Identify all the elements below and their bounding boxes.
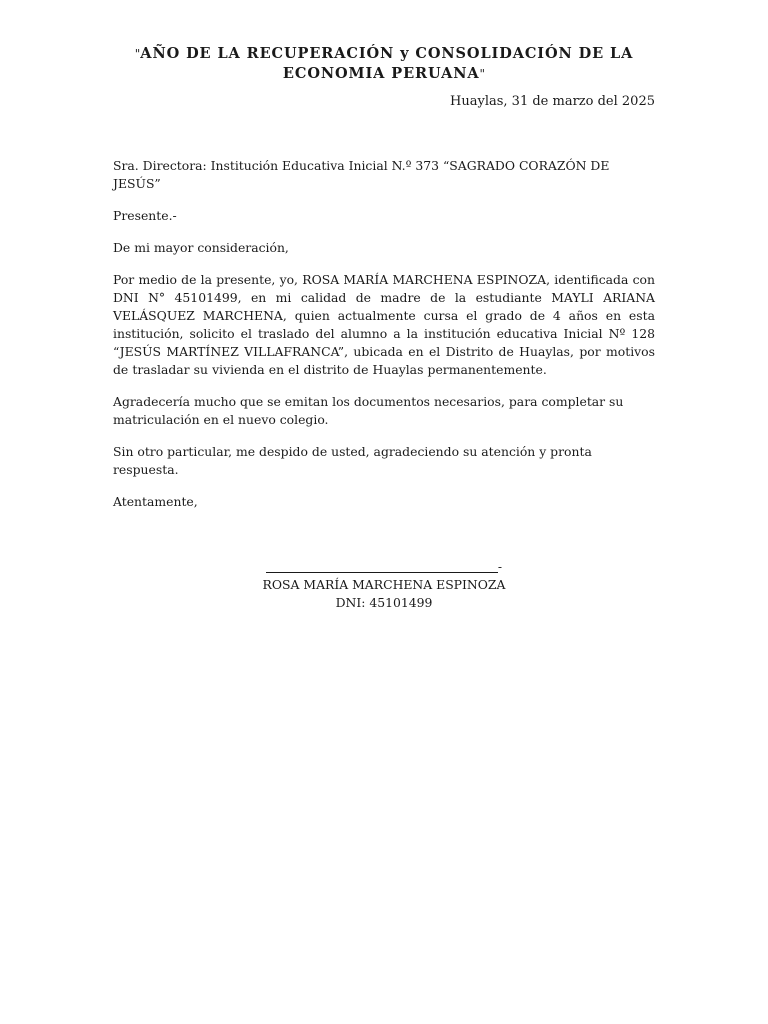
title-close-quote: " (479, 67, 486, 81)
paragraph-farewell: Sin otro particular, me despido de usted, agradeciendo su atención y pronta respuesta. (113, 444, 592, 477)
document-title (100, 44, 668, 84)
title-line-1: AÑO DE LA RECUPERACIÓN y CONSOLIDACIÓN DE LA (140, 45, 634, 62)
paragraph-request: Por medio de la presente, yo, ROSA MARÍA MARCHENA ESPINOZA, identificada con DNI N° 45101499, en mi calidad de madre de la estudiante MAYLI ARIANA VELÁSQUEZ MARCHENA, quien actualmente cursa el grado de 4 años en esta institución, solicito el traslado del alumno a la institución educativa Inicial Nº 128 “JESÚS MARTÍNEZ VILLAFRANCA”, ubicada en el Distrito de Huaylas, por motivos de trasladar su vivienda en el distrito de Huaylas permanentemente. (113, 272, 655, 377)
letter-body (113, 157, 655, 525)
signature-block (234, 558, 534, 612)
letter-date: Huaylas, 31 de marzo del 2025 (450, 94, 655, 109)
addressee: Sra. Directora: Institución Educativa Inicial N.º 373 “SAGRADO CORAZÓN DE JESÚS” (113, 158, 610, 191)
paragraph-thanks: Agradecería mucho que se emitan los documentos necesarios, para completar su matriculación en el nuevo colegio. (113, 394, 624, 427)
signature-line (234, 558, 534, 576)
closing: Atentamente, (113, 494, 198, 509)
signature-rule (266, 558, 498, 573)
signer-name: ROSA MARÍA MARCHENA ESPINOZA (262, 577, 506, 592)
greeting: De mi mayor consideración, (113, 240, 289, 255)
signature-line-suffix: - (497, 559, 503, 574)
title-open-quote: " (134, 47, 141, 61)
title-line-2: ECONOMIA PERUANA (282, 65, 480, 82)
signer-dni: DNI: 45101499 (335, 595, 433, 610)
presente-line: Presente.- (113, 208, 177, 223)
